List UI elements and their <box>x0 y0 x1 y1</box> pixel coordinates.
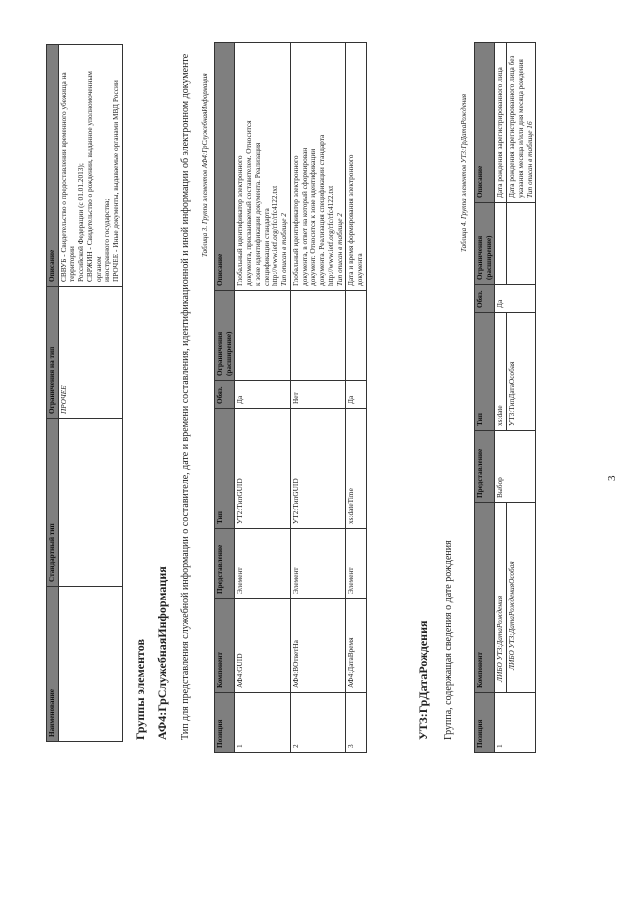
description-cell <box>235 43 291 291</box>
header-cell: Ограничения на тип <box>47 287 59 419</box>
header-cell: Позиция <box>475 693 495 753</box>
description-line: СВРЖИН - Свидетельство о рождении, выданное уполномоченным органом <box>84 71 103 282</box>
description-line: http://www.ietf.org/rfc/rfc4122.txt <box>270 185 280 286</box>
table-row <box>507 43 536 753</box>
position-cell: 1 <box>495 693 536 753</box>
table-caption-4: Таблица 4. Группа элементов УТ3:ГрДатаРождения <box>460 93 468 252</box>
description-cell: Дата рождения зарегистрированного лица <box>495 43 507 203</box>
position-cell: 2 <box>290 693 346 753</box>
position-cell: 1 <box>235 693 291 753</box>
description-line: к зоне идентификации документа. Реализация <box>252 142 262 286</box>
header-cell: Компонент <box>475 503 495 693</box>
group-title-ut3: УТ3:ГрДатаРождения <box>416 620 430 740</box>
representation-cell: Элемент <box>235 529 291 599</box>
description-cell <box>346 43 367 291</box>
description-line: Дата и время формирования электронного <box>346 154 356 286</box>
table-row <box>495 43 507 753</box>
required-cell: Да <box>346 381 367 409</box>
table-cell <box>58 587 122 742</box>
description-line: http://www.ietf.org/rfc/rfc4122.txt <box>325 185 335 286</box>
description-cell <box>290 43 346 291</box>
required-cell: Нет <box>290 381 346 409</box>
header-cell: Позиция <box>215 693 235 753</box>
description-line: документа. Реализация спецификации стандарта <box>317 134 327 286</box>
description-line: Российской Федерации (с 01.01.2013); <box>76 163 86 282</box>
representation-cell: Выбор <box>495 431 536 503</box>
description-line: Глобальный идентификатор электронного <box>290 155 300 286</box>
group-elements-table-af4 <box>214 42 367 753</box>
description-line: документа <box>355 253 365 286</box>
description-cell <box>507 43 536 203</box>
header-cell: Ограничения (расширение) <box>475 203 495 285</box>
group-intro-af4: Тип для представления служебной информации о составителе, дате и времени составления, идентификационной и иной информации об электронном документе <box>180 53 191 740</box>
description-line: СВВУБ - Свидетельство о предоставлении временного убежища на территории <box>58 72 77 282</box>
table-caption-3: Таблица 3. Группа элементов АФ4:ГрСлужебнаяИнформация <box>201 73 209 257</box>
group-elements-table-ut3 <box>474 42 536 753</box>
table-cell: ПРОЧЕЕ <box>58 287 122 419</box>
description-line: документа, присваиваемый составителем. Относится <box>244 120 254 286</box>
header-cell: Ограничения (расширение) <box>215 291 235 381</box>
description-line: указания месяца и/или дня месяца рождения <box>515 59 525 198</box>
header-cell: Описание <box>47 45 59 287</box>
description-line: документ. Относится к зоне идентификации <box>308 148 318 286</box>
type-cell: УТ2:ТипGUID <box>235 409 291 529</box>
description-line: ПРОЧЕЕ - Иные документы, выдаваемые органами МВД России <box>111 80 121 282</box>
limits-cell <box>235 291 291 381</box>
header-cell: Описание <box>475 43 495 203</box>
component-cell: АФ4:ДатаВремя <box>346 599 367 693</box>
header-cell: Стандартный тип <box>47 419 59 587</box>
table-header-row <box>475 43 495 753</box>
header-cell: Представление <box>475 431 495 503</box>
table-row <box>290 43 346 753</box>
component-cell: АФ4:ВОтветНа <box>290 599 346 693</box>
required-cell: Да <box>235 381 291 409</box>
limits-cell <box>495 203 507 285</box>
header-cell: Тип <box>475 313 495 431</box>
section-heading: Группы элементов <box>133 639 147 740</box>
limits-cell <box>290 291 346 381</box>
page-number: 3 <box>606 475 618 481</box>
description-cell <box>58 45 122 287</box>
table-header-row <box>47 45 59 742</box>
header-cell: Описание <box>215 43 235 291</box>
type-cell: УТ3:ТипДатаОсобая <box>507 313 536 431</box>
representation-cell: Элемент <box>290 529 346 599</box>
continuation-table <box>46 44 123 742</box>
type-note: Тип описан в таблице 2 <box>279 213 289 286</box>
component-cell: ЛИБО УТ3:ДатаРождения <box>495 503 507 693</box>
group-intro-ut3: Группа, содержащая сведения о дате рождения <box>443 540 454 740</box>
description-line: спецификации стандарта <box>261 208 271 286</box>
type-cell: УТ2:ТипGUID <box>290 409 346 529</box>
header-cell: Представление <box>215 529 235 599</box>
table-header-row <box>215 43 235 753</box>
header-cell: Обяз. <box>475 285 495 313</box>
description-line: Дата рождения зарегистрированного лица без <box>507 55 517 198</box>
type-note: Тип описан в таблице 2 <box>334 213 344 286</box>
type-cell: xs:date <box>495 313 507 431</box>
description-line: Глобальный идентификатор электронного <box>235 155 245 286</box>
limits-cell <box>507 203 536 285</box>
table-row <box>58 45 122 742</box>
position-cell: 3 <box>346 693 367 753</box>
representation-cell: Элемент <box>346 529 367 599</box>
type-note: Тип описан в таблице 16 <box>524 121 534 198</box>
required-cell: Да <box>495 285 536 313</box>
type-cell: xs:dateTime <box>346 409 367 529</box>
limits-cell <box>346 291 367 381</box>
table-cell <box>58 419 122 587</box>
header-cell: Компонент <box>215 599 235 693</box>
description-line: документа, в ответ на который сформирован <box>299 147 309 286</box>
group-title-af4: АФ4:ГрСлужебнаяИнформация <box>155 566 169 740</box>
table-row <box>235 43 291 753</box>
header-cell: Наименование <box>47 587 59 742</box>
component-cell: ЛИБО УТ3:ДатаРожденияОсобая <box>507 503 536 693</box>
description-line: иностранного государства; <box>102 198 112 282</box>
component-cell: АФ4:GUID <box>235 599 291 693</box>
header-cell: Обяз. <box>215 381 235 409</box>
header-cell: Тип <box>215 409 235 529</box>
table-row <box>346 43 367 753</box>
